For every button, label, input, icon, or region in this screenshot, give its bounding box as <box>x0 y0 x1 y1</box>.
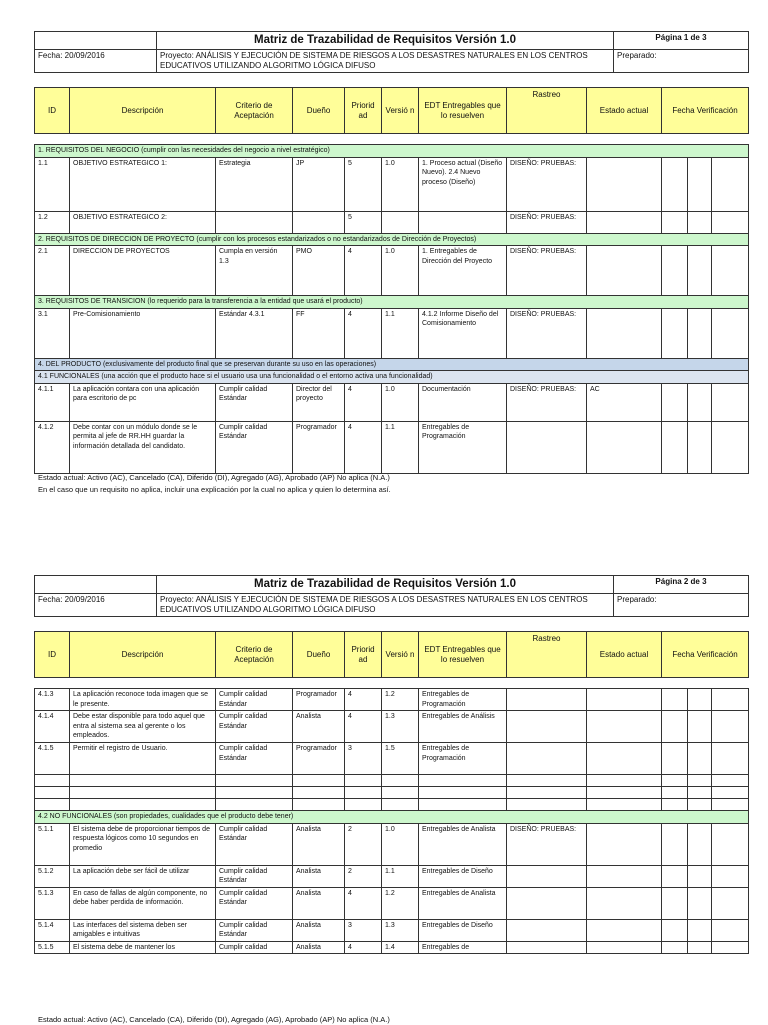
page2-fecha: Fecha: 20/09/2016 <box>35 594 157 617</box>
row-fecha-c <box>712 383 749 421</box>
row-criterio: Cumplir calidad Estándar <box>216 711 293 743</box>
row-fecha-a <box>662 157 688 211</box>
row-id: 5.1.5 <box>35 941 70 954</box>
row-prioridad: 2 <box>345 823 382 865</box>
col-version: Versió n <box>382 632 419 678</box>
row-version: 1.2 <box>382 689 419 711</box>
table-row <box>35 383 749 421</box>
empty-cell <box>70 799 216 811</box>
empty-cell <box>712 787 749 799</box>
row-estado <box>587 919 662 941</box>
page2-title: Matriz de Trazabilidad de Requisitos Versión 1.0 <box>157 576 614 594</box>
row-id: 5.1.3 <box>35 887 70 919</box>
section-label: 2. REQUISITOS DE DIRECCION DE PROYECTO (cumplir con los procesos estandarizados o no estandarizados de Dirección de Proyectos) <box>35 233 749 246</box>
row-dueno: Programador <box>293 421 345 473</box>
empty-cell <box>216 799 293 811</box>
row-rastreo: DISEÑO: PRUEBAS: <box>507 383 587 421</box>
row-dueno: Analista <box>293 711 345 743</box>
row-edt: Entregables de Analista <box>419 887 507 919</box>
row-prioridad: 5 <box>345 157 382 211</box>
row-version: 1.1 <box>382 865 419 887</box>
row-edt: Documentación <box>419 383 507 421</box>
empty-cell <box>35 799 70 811</box>
row-estado <box>587 421 662 473</box>
row-fecha-b <box>688 743 712 775</box>
empty-cell <box>507 787 587 799</box>
row-dueno: Analista <box>293 887 345 919</box>
row-criterio: Estándar 4.3.1 <box>216 308 293 358</box>
section-label: 3. REQUISITOS DE TRANSICION (lo requerido para la transferencia a la entidad que usará el producto) <box>35 296 749 309</box>
row-estado <box>587 865 662 887</box>
row-dueno: Analista <box>293 941 345 954</box>
table-row <box>35 689 749 711</box>
row-dueno: Programador <box>293 743 345 775</box>
row-criterio: Cumplir calidad Estándar <box>216 887 293 919</box>
table-row <box>35 823 749 865</box>
row-id: 2.1 <box>35 246 70 296</box>
row-id: 4.1.1 <box>35 383 70 421</box>
row-descripcion: La aplicación contara con una aplicación para escritorio de pc <box>70 383 216 421</box>
row-fecha-c <box>712 308 749 358</box>
col-dueno: Dueño <box>293 632 345 678</box>
col-id: ID <box>35 632 70 678</box>
row-version: 1.3 <box>382 919 419 941</box>
row-edt: 1. Proceso actual (Diseño Nuevo). 2.4 Nuevo proceso (Diseño) <box>419 157 507 211</box>
section-label: 1. REQUISITOS DEL NEGOCIO (cumplir con las necesidades del negocio a nivel estratégico) <box>35 145 749 158</box>
row-dueno: Analista <box>293 823 345 865</box>
page1-proyecto: Proyecto: ANÁLISIS Y EJECUCIÓN DE SISTEMA DE RIESGOS A LOS DESASTRES NATURALES EN LOS CENTROS EDUCATIVOS UTILIZANDO ALGORITMO LÓGICA DIFUSO <box>157 50 614 73</box>
empty-cell <box>382 799 419 811</box>
row-id: 4.1.4 <box>35 711 70 743</box>
row-fecha-a <box>662 711 688 743</box>
empty-cell <box>507 775 587 787</box>
row-id: 5.1.4 <box>35 919 70 941</box>
row-version <box>382 211 419 233</box>
row-rastreo <box>507 941 587 954</box>
row-fecha-b <box>688 941 712 954</box>
row-criterio <box>216 211 293 233</box>
row-edt: 1. Entregables de Dirección del Proyecto <box>419 246 507 296</box>
col-descripcion: Descripción <box>70 632 216 678</box>
empty-cell <box>507 799 587 811</box>
row-dueno: Director del proyecto <box>293 383 345 421</box>
col-criterio: Criterio de Aceptación <box>216 632 293 678</box>
col-estado: Estado actual <box>587 632 662 678</box>
row-rastreo <box>507 689 587 711</box>
row-criterio: Cumplir calidad Estándar <box>216 865 293 887</box>
row-descripcion: Pre-Comisionamiento <box>70 308 216 358</box>
row-fecha-c <box>712 887 749 919</box>
row-estado <box>587 941 662 954</box>
row-fecha-c <box>712 711 749 743</box>
row-prioridad: 4 <box>345 941 382 954</box>
row-edt: Entregables de Diseño <box>419 865 507 887</box>
row-prioridad: 4 <box>345 711 382 743</box>
row-fecha-c <box>712 689 749 711</box>
row-prioridad: 3 <box>345 743 382 775</box>
empty-cell <box>662 775 688 787</box>
row-fecha-c <box>712 211 749 233</box>
row-rastreo: DISEÑO: PRUEBAS: <box>507 246 587 296</box>
section-header <box>35 233 749 246</box>
row-estado <box>587 887 662 919</box>
row-descripcion: En caso de fallas de algún componente, no debe haber perdida de información. <box>70 887 216 919</box>
row-fecha-a <box>662 689 688 711</box>
row-dueno: Programador <box>293 689 345 711</box>
row-rastreo <box>507 711 587 743</box>
row-fecha-b <box>688 246 712 296</box>
row-descripcion: OBJETIVO ESTRATEGICO 2: <box>70 211 216 233</box>
page2-number: Página 2 de 3 <box>614 576 749 594</box>
row-fecha-b <box>688 211 712 233</box>
empty-cell <box>419 775 507 787</box>
row-id: 3.1 <box>35 308 70 358</box>
empty-cell <box>216 787 293 799</box>
row-dueno: Analista <box>293 919 345 941</box>
row-fecha-c <box>712 865 749 887</box>
table-row <box>35 711 749 743</box>
empty-cell <box>419 787 507 799</box>
row-fecha-a <box>662 743 688 775</box>
table-row <box>35 919 749 941</box>
col-criterio: Criterio de Aceptación <box>216 88 293 134</box>
row-estado <box>587 157 662 211</box>
page1-note-estado: Estado actual: Activo (AC), Cancelado (CA), Diferido (DI), Agregado (AG), Aprobado (AP) No aplica (N.A.) <box>38 473 390 482</box>
row-descripcion: La aplicación debe ser fácil de utilizar <box>70 865 216 887</box>
row-edt: Entregables de Programación <box>419 689 507 711</box>
row-estado <box>587 211 662 233</box>
row-dueno: Analista <box>293 865 345 887</box>
section-label: 4. DEL PRODUCTO (exclusivamente del producto final que se preservan durante su uso en las operaciones) <box>35 358 749 371</box>
table-row <box>35 887 749 919</box>
empty-row <box>35 775 749 787</box>
empty-row <box>35 787 749 799</box>
row-id: 4.1.3 <box>35 689 70 711</box>
row-fecha-b <box>688 157 712 211</box>
empty-cell <box>293 787 345 799</box>
row-rastreo: DISEÑO: PRUEBAS: <box>507 823 587 865</box>
empty-cell <box>587 775 662 787</box>
row-fecha-b <box>688 308 712 358</box>
row-version: 1.1 <box>382 308 419 358</box>
row-version: 1.0 <box>382 823 419 865</box>
row-edt: Entregables de Programación <box>419 743 507 775</box>
empty-cell <box>382 775 419 787</box>
empty-cell <box>419 799 507 811</box>
row-prioridad: 3 <box>345 919 382 941</box>
col-dueno: Dueño <box>293 88 345 134</box>
section-header-producto <box>35 358 749 371</box>
col-estado: Estado actual <box>587 88 662 134</box>
row-estado: AC <box>587 383 662 421</box>
page2-proyecto: Proyecto: ANÁLISIS Y EJECUCIÓN DE SISTEMA DE RIESGOS A LOS DESASTRES NATURALES EN LOS CENTROS EDUCATIVOS UTILIZANDO ALGORITMO LÓGICA DIFUSO <box>157 594 614 617</box>
row-criterio: Cumplir calidad Estándar <box>216 383 293 421</box>
row-descripcion: La aplicación reconoce toda imagen que se le presente. <box>70 689 216 711</box>
row-version: 1.3 <box>382 711 419 743</box>
row-prioridad: 4 <box>345 308 382 358</box>
empty-cell <box>712 799 749 811</box>
empty-cell <box>712 775 749 787</box>
empty-cell <box>587 787 662 799</box>
row-version: 1.1 <box>382 421 419 473</box>
row-prioridad: 4 <box>345 887 382 919</box>
row-fecha-a <box>662 865 688 887</box>
row-criterio: Cumplir calidad Estándar <box>216 689 293 711</box>
row-rastreo <box>507 919 587 941</box>
row-edt: Entregables de Analista <box>419 823 507 865</box>
row-estado <box>587 689 662 711</box>
col-fecha-verif: Fecha Verificación <box>662 632 749 678</box>
page1-title: Matriz de Trazabilidad de Requisitos Versión 1.0 <box>157 32 614 50</box>
row-id: 4.1.2 <box>35 421 70 473</box>
row-criterio: Cumplir calidad Estándar <box>216 919 293 941</box>
col-rastreo: Rastreo <box>507 88 587 134</box>
section-header-no-funcionales <box>35 811 749 824</box>
page1-header <box>34 31 748 73</box>
row-fecha-a <box>662 887 688 919</box>
empty-cell <box>70 787 216 799</box>
col-id: ID <box>35 88 70 134</box>
row-edt: Entregables de Diseño <box>419 919 507 941</box>
col-version: Versió n <box>382 88 419 134</box>
table-row <box>35 743 749 775</box>
row-prioridad: 4 <box>345 246 382 296</box>
table-row <box>35 941 749 954</box>
row-rastreo: DISEÑO: PRUEBAS: <box>507 211 587 233</box>
empty-row <box>35 799 749 811</box>
row-fecha-a <box>662 919 688 941</box>
row-version: 1.0 <box>382 157 419 211</box>
row-criterio: Cumplir calidad Estándar <box>216 421 293 473</box>
row-criterio: Cumplir calidad Estándar <box>216 823 293 865</box>
row-edt: Entregables de Análisis <box>419 711 507 743</box>
row-prioridad: 4 <box>345 383 382 421</box>
row-fecha-a <box>662 383 688 421</box>
page1-note-explicacion: En el caso que un requisito no aplica, incluir una explicación por la cual no aplica y quien lo determina así. <box>38 485 391 494</box>
page1-number: Página 1 de 3 <box>614 32 749 50</box>
row-criterio: Cumplir calidad <box>216 941 293 954</box>
empty-cell <box>345 799 382 811</box>
row-descripcion: DIRECCION DE PROYECTOS <box>70 246 216 296</box>
empty-cell <box>662 787 688 799</box>
row-id: 4.1.5 <box>35 743 70 775</box>
table-row <box>35 246 749 296</box>
row-version: 1.0 <box>382 383 419 421</box>
empty-cell <box>587 799 662 811</box>
col-fecha-verif: Fecha Verificación <box>662 88 749 134</box>
row-descripcion: Las interfaces del sistema deben ser amigables e intuitivas <box>70 919 216 941</box>
row-descripcion: El sistema debe de mantener los <box>70 941 216 954</box>
row-estado <box>587 743 662 775</box>
section-header <box>35 296 749 309</box>
row-fecha-c <box>712 823 749 865</box>
empty-cell <box>70 775 216 787</box>
row-estado <box>587 246 662 296</box>
row-fecha-c <box>712 743 749 775</box>
row-id: 1.2 <box>35 211 70 233</box>
table-row <box>35 421 749 473</box>
row-rastreo: DISEÑO: PRUEBAS: <box>507 157 587 211</box>
page2-preparado: Preparado: <box>614 594 749 617</box>
row-rastreo: DISEÑO: PRUEBAS: <box>507 308 587 358</box>
row-id: 5.1.2 <box>35 865 70 887</box>
row-fecha-a <box>662 211 688 233</box>
row-fecha-c <box>712 157 749 211</box>
page1-matrix <box>34 87 748 474</box>
page2-header <box>34 575 748 617</box>
row-criterio: Estrategia <box>216 157 293 211</box>
table-row <box>35 865 749 887</box>
row-version: 1.0 <box>382 246 419 296</box>
col-edt: EDT Entregables que lo resuelven <box>419 88 507 134</box>
page1-fecha: Fecha: 20/09/2016 <box>35 50 157 73</box>
row-dueno: JP <box>293 157 345 211</box>
col-descripcion: Descripción <box>70 88 216 134</box>
row-rastreo <box>507 743 587 775</box>
row-prioridad: 4 <box>345 689 382 711</box>
row-fecha-a <box>662 941 688 954</box>
row-dueno: PMO <box>293 246 345 296</box>
page2-matrix <box>34 631 748 954</box>
row-fecha-b <box>688 689 712 711</box>
row-prioridad: 5 <box>345 211 382 233</box>
row-fecha-c <box>712 421 749 473</box>
section-label: 4.1 FUNCIONALES (una acción que el producto hace si el usuario usa una funcionalidad o el entorno activa una funcionalidad) <box>35 371 749 384</box>
row-prioridad: 2 <box>345 865 382 887</box>
empty-cell <box>293 775 345 787</box>
empty-cell <box>662 799 688 811</box>
row-edt: Entregables de Programación <box>419 421 507 473</box>
section-header-funcionales <box>35 371 749 384</box>
row-descripcion: Debe estar disponible para todo aquel que entra al sistema sea al gerente o los empleados. <box>70 711 216 743</box>
row-fecha-b <box>688 865 712 887</box>
row-fecha-a <box>662 308 688 358</box>
row-dueno: FF <box>293 308 345 358</box>
section-label: 4.2 NO FUNCIONALES (son propiedades, cualidades que el producto debe tener) <box>35 811 749 824</box>
empty-cell <box>688 775 712 787</box>
row-fecha-b <box>688 383 712 421</box>
empty-cell <box>688 787 712 799</box>
row-fecha-b <box>688 919 712 941</box>
row-criterio: Cumplir calidad Estándar <box>216 743 293 775</box>
row-rastreo <box>507 887 587 919</box>
empty-cell <box>35 787 70 799</box>
row-descripcion: Permitir el registro de Usuario. <box>70 743 216 775</box>
empty-cell <box>345 775 382 787</box>
row-descripcion: Debe contar con un módulo donde se le permita al jefe de RR.HH guardar la información detallada del candidato. <box>70 421 216 473</box>
empty-cell <box>688 799 712 811</box>
col-rastreo: Rastreo <box>507 632 587 678</box>
empty-cell <box>345 787 382 799</box>
page2-note-estado: Estado actual: Activo (AC), Cancelado (CA), Diferido (DI), Agregado (AG), Aprobado (AP) No aplica (N.A.) <box>38 1015 390 1024</box>
row-edt <box>419 211 507 233</box>
table-row <box>35 308 749 358</box>
row-estado <box>587 711 662 743</box>
row-version: 1.5 <box>382 743 419 775</box>
row-edt: Entregables de <box>419 941 507 954</box>
row-fecha-b <box>688 887 712 919</box>
empty-cell <box>35 775 70 787</box>
page1-preparado: Preparado: <box>614 50 749 73</box>
row-fecha-b <box>688 823 712 865</box>
row-descripcion: El sistema debe de proporcionar tiempos de respuesta lógicos como 10 segundos en promedio <box>70 823 216 865</box>
row-fecha-a <box>662 823 688 865</box>
row-prioridad: 4 <box>345 421 382 473</box>
row-fecha-c <box>712 941 749 954</box>
row-descripcion: OBJETIVO ESTRATEGICO 1: <box>70 157 216 211</box>
row-rastreo <box>507 421 587 473</box>
row-fecha-b <box>688 711 712 743</box>
row-version: 1.4 <box>382 941 419 954</box>
row-estado <box>587 823 662 865</box>
row-fecha-c <box>712 919 749 941</box>
col-prioridad: Priorid ad <box>345 88 382 134</box>
row-criterio: Cumpla en versión 1.3 <box>216 246 293 296</box>
row-edt: 4.1.2 Informe Diseño del Comisionamiento <box>419 308 507 358</box>
empty-cell <box>216 775 293 787</box>
table-row <box>35 211 749 233</box>
section-header <box>35 145 749 158</box>
row-fecha-c <box>712 246 749 296</box>
row-id: 5.1.1 <box>35 823 70 865</box>
row-estado <box>587 308 662 358</box>
row-version: 1.2 <box>382 887 419 919</box>
row-rastreo <box>507 865 587 887</box>
row-fecha-b <box>688 421 712 473</box>
table-row <box>35 157 749 211</box>
empty-cell <box>293 799 345 811</box>
row-fecha-a <box>662 421 688 473</box>
row-id: 1.1 <box>35 157 70 211</box>
col-prioridad: Priorid ad <box>345 632 382 678</box>
empty-cell <box>382 787 419 799</box>
row-fecha-a <box>662 246 688 296</box>
col-edt: EDT Entregables que lo resuelven <box>419 632 507 678</box>
row-dueno <box>293 211 345 233</box>
